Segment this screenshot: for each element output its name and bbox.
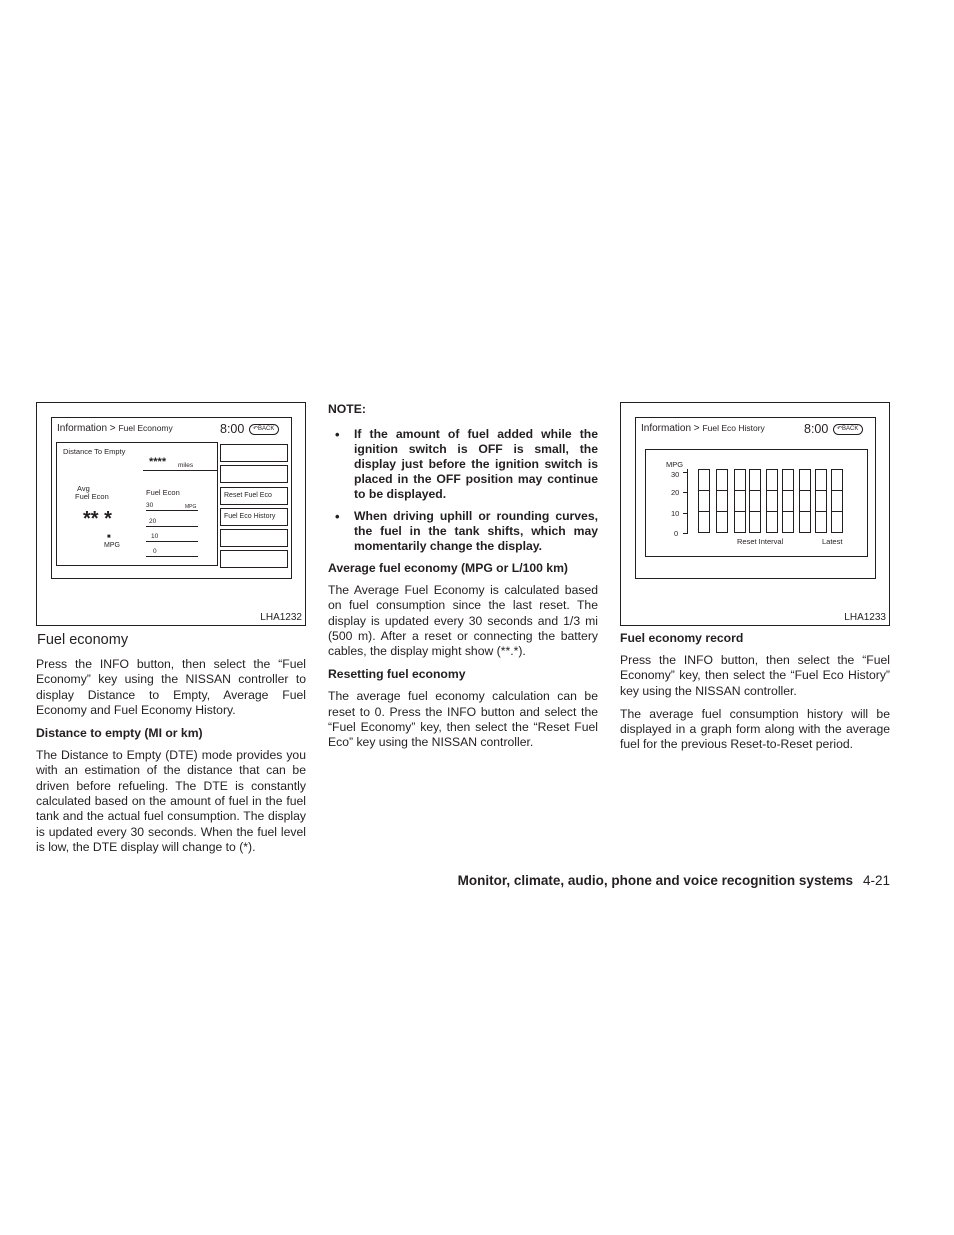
figure-caption: LHA1233 (844, 612, 886, 623)
fuel-economy-screen (51, 417, 292, 579)
return-arrow-icon: ↶ (837, 426, 843, 432)
screen-title: Information > Fuel Economy (57, 423, 173, 434)
record-paragraph-1: Press the INFO button, then select the “Fuel Economy” key, then select the “Fuel Eco History” key using the NISSAN controller. (620, 653, 890, 698)
dte-label: Distance To Empty (63, 447, 126, 456)
scale-unit: MPG (185, 504, 197, 510)
page-footer (458, 873, 890, 888)
history-bar (698, 469, 710, 533)
dte-paragraph: The Distance to Empty (DTE) mode provides you with an estimation of the distance that can be driven before refueling. The DTE is constantly calculated based on the amount of fuel in the fuel tank and the actual fuel consumption. The display is updated every 30 seconds. When the fuel level is low, the DTE display will change to (*). (36, 748, 306, 854)
clock: 8:00 (220, 422, 245, 436)
history-y-tick-10: 10 (671, 509, 680, 518)
scale-30: 30 (146, 502, 154, 509)
note-item: • When driving uphill or rounding curves, the fuel in the tank shifts, which may momentarily change the display. (328, 509, 598, 554)
history-bar (799, 469, 811, 533)
fuel-economy-panel (56, 442, 218, 566)
scale-line-0 (146, 556, 198, 557)
history-y-tick-0: 0 (674, 529, 679, 538)
history-bar (716, 469, 728, 533)
column-middle (328, 402, 598, 759)
history-bar (815, 469, 827, 533)
back-button[interactable]: ↶BACK (833, 424, 863, 435)
scale-20: 20 (149, 518, 157, 525)
history-bar (766, 469, 778, 533)
scale-line-30 (146, 510, 198, 511)
note-item: • If the amount of fuel added while the ignition switch is OFF is small, the display just before the ignition switch is placed in the OFF position may continue to be displayed. (328, 427, 598, 502)
reset-paragraph: The average fuel economy calculation can be reset to 0. Press the INFO button and select the “Fuel Economy” key, then select the “Reset Fuel Eco” key using the NISSAN controller. (328, 689, 598, 750)
clock: 8:00 (804, 422, 829, 436)
footer-section-title: Monitor, climate, audio, phone and voice recognition systems (457, 873, 853, 888)
history-y-tick-20: 20 (671, 488, 680, 497)
key-blank-2[interactable] (220, 465, 288, 483)
key-blank-1[interactable] (220, 444, 288, 462)
avg-heading: Average fuel economy (MPG or L/100 km) (328, 561, 568, 575)
avg-paragraph: The Average Fuel Economy is calculated based on fuel consumption since the last reset. The display is updated every 30 seconds and 1/3 mi (500 m). After a reset or connecting the battery cables, the display might show (**.*). (328, 583, 598, 659)
note-list (328, 427, 598, 554)
avg-bar-marker: ■ (107, 534, 111, 540)
fuel-economy-figure (36, 402, 306, 626)
dte-unit: miles (178, 462, 194, 469)
page-number: 4-21 (862, 873, 890, 888)
avg-label-1: Avg (77, 484, 90, 493)
dte-heading: Distance to empty (MI or km) (36, 726, 203, 741)
reset-heading: Resetting fuel economy (328, 667, 466, 682)
reset-fuel-eco-key[interactable]: Reset Fuel Eco (220, 487, 288, 505)
history-y-axis (687, 469, 688, 534)
screen-title: Information > Fuel Eco History (641, 423, 765, 434)
fuel-eco-history-key[interactable]: Fuel Eco History (220, 508, 288, 526)
scale-10: 10 (151, 533, 159, 540)
intro-paragraph: Press the INFO button, then select the “Fuel Economy” key using the NISSAN controller to display Distance to Empty, Average Fuel Economy and Fuel Economy History. (36, 657, 306, 717)
avg-fuel-unit: MPG (104, 542, 120, 549)
dte-underline (143, 470, 217, 471)
column-right (620, 402, 890, 761)
history-x-left-label: Reset Interval (737, 537, 784, 546)
dte-value: **** (149, 456, 167, 468)
history-bar (749, 469, 761, 533)
record-heading: Fuel economy record (620, 631, 744, 645)
scale-0: 0 (153, 548, 157, 555)
figure-caption: LHA1232 (260, 612, 302, 623)
history-bar (734, 469, 746, 533)
key-blank-4[interactable] (220, 550, 288, 568)
history-y-unit: MPG (666, 460, 684, 469)
fuel-econ-label: Fuel Econ (146, 488, 180, 497)
note-heading: NOTE: (328, 402, 366, 416)
key-blank-3[interactable] (220, 529, 288, 547)
history-x-right-label: Latest (822, 537, 843, 546)
history-bar (831, 469, 843, 533)
column-left (36, 402, 306, 863)
history-y-tick-30: 30 (671, 470, 680, 479)
section-title: Fuel economy (37, 632, 129, 648)
avg-label-2: Fuel Econ (75, 492, 109, 501)
scale-line-20 (146, 526, 198, 527)
return-arrow-icon: ↶ (253, 426, 259, 432)
scale-line-10 (146, 541, 198, 542)
history-bar (782, 469, 794, 533)
back-button[interactable]: ↶BACK (249, 424, 279, 435)
avg-fuel-value: ** * (83, 508, 112, 530)
record-paragraph-2: The average fuel consumption history will be displayed in a graph form along with the average fuel for the previous Reset-to-Reset period. (620, 706, 890, 752)
